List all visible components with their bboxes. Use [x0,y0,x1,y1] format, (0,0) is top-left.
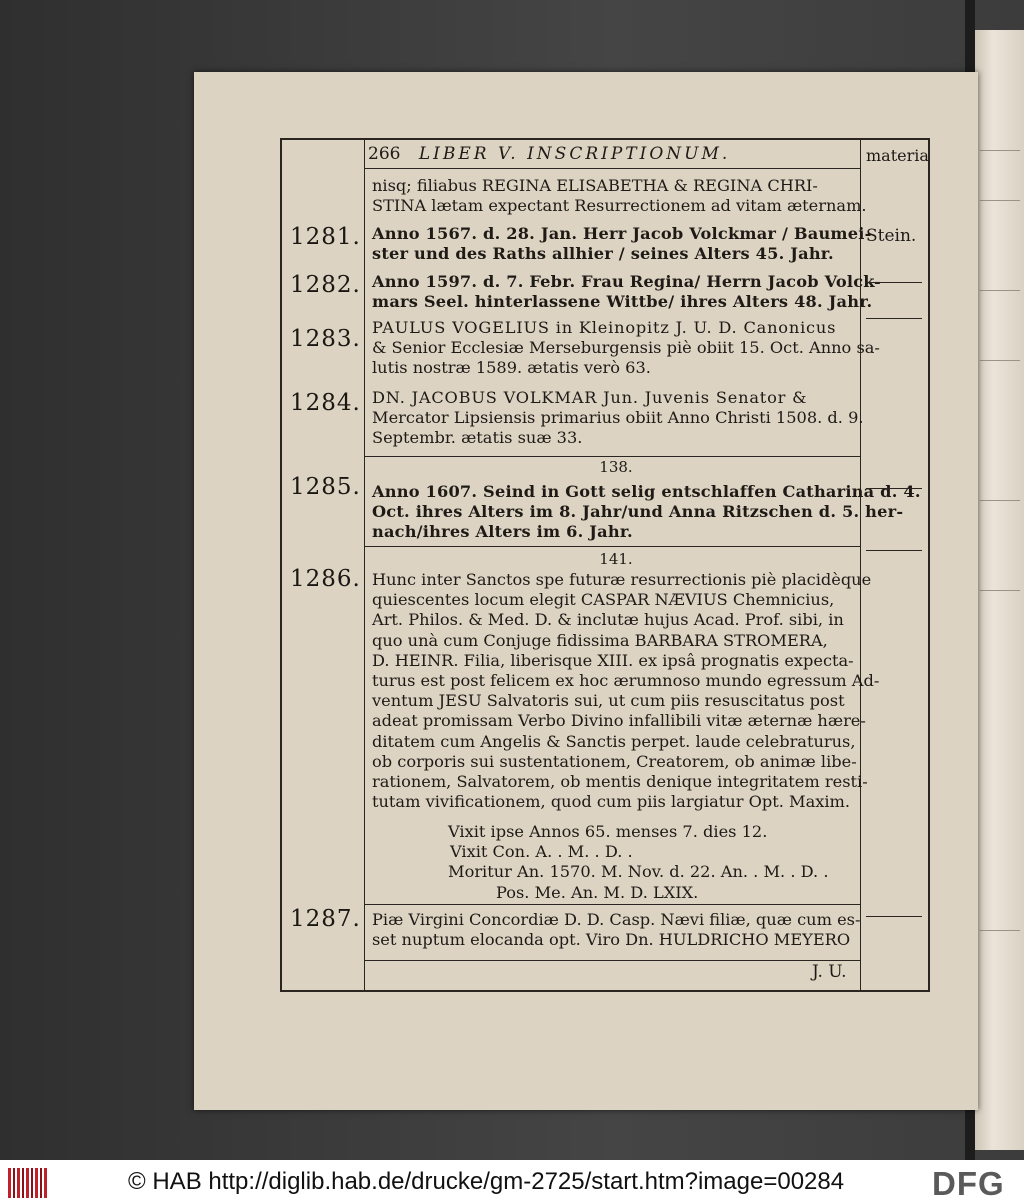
entry-text [372,318,880,379]
rule-after-1284 [364,456,860,457]
entry-number: 1285. [290,474,361,500]
text-line: STINA lætam expectant Resurrectionem ad vitam æternam. [372,196,867,216]
entry-number: 1287. [290,906,361,932]
text-line: PAULUS VOGELIUS in Kleinopitz J. U. D. Canonicus [372,318,837,337]
text-line: Anno 1567. d. 28. Jan. Herr Jacob Volckmar / Baumei- [372,224,872,243]
text-line: Piæ Virgini Concordiæ D. D. Casp. Nævi filiæ, quæ cum es- [372,910,861,929]
text-line: mars Seel. hinterlassene Wittbe/ ihres Alters 48. Jahr. [372,292,873,312]
entry-text [372,482,921,543]
closing-block [448,822,858,903]
material-note: Stein. [866,226,917,246]
text-line: rationem, Salvatorem, ob mentis denique integritatem resti- [372,772,868,792]
facing-page-edge [972,30,1024,1150]
text-line: D. HEINR. Filia, liberisque XIII. ex ipsâ prognatis expecta- [372,650,854,670]
closing-line: Pos. Me. An. M. D. LXIX. [496,882,699,902]
material-dash [866,916,922,917]
text-line: quo unà cum Conjuge fidissima BARBARA STROMERA, [372,630,828,650]
material-column-heading: materia [866,146,929,165]
text-line: nach/ihres Alters im 6. Jahr. [372,522,633,542]
continuation-text [372,176,867,216]
text-line: ventum JESU Salvatoris sui, ut cum piis resuscitatus post [372,691,845,711]
copyright-link[interactable]: © HAB http://diglib.hab.de/drucke/gm-2725/start.htm?image=00284 [128,1168,845,1195]
dfg-logo: DFG [932,1165,1005,1202]
footer-bar [0,1160,1024,1204]
text-line: ster und des Raths allhier / seines Alters 45. Jahr. [372,244,834,264]
running-title: LIBER V. INSCRIPTIONUM. [418,144,731,164]
text-line: Mercator Lipsiensis primarius obiit Anno Christi 1508. d. 9. [372,408,864,428]
material-dash [866,550,922,551]
entry-number: 1281. [290,224,361,250]
top-rule [280,138,930,140]
page-number: 266 [368,144,401,164]
material-dash [866,318,922,319]
page-header [368,144,858,164]
rule-after-1287 [364,960,860,961]
library-barcode-icon [8,1168,48,1198]
text-line: nisq; filiabus REGINA ELISABETHA & REGINA CHRI- [372,176,818,195]
bottom-rule [280,990,930,992]
catchword: J. U. [812,962,847,982]
text-line: Hunc inter Sanctos spe futuræ resurrectionis piè placidèque [372,570,872,589]
number-column-divider [364,138,365,990]
entry-number: 1283. [290,326,361,352]
rule-after-1286 [364,904,860,905]
text-line: turus est post felicem ex hoc ærumnoso mundo egressum Ad- [372,671,880,691]
text-line: Anno 1597. d. 7. Febr. Frau Regina/ Herrn Jacob Volck- [372,272,881,291]
text-line: ob corporis sui sustentationem, Creatorem, ob animæ libe- [372,751,857,771]
text-line: set nuptum elocanda opt. Viro Dn. HULDRICHO MEYERO [372,930,851,950]
closing-line: Moritur An. 1570. M. Nov. d. 22. An. . M. . D. . [448,862,829,882]
reference-number: 138. [599,458,633,476]
text-line: tutam vivificationem, quod cum piis largiatur Opt. Maxim. [372,792,851,812]
material-column-divider [860,138,861,990]
text-line: ditatem cum Angelis & Sanctis perpet. laude celebraturus, [372,731,856,751]
header-rule [364,168,860,169]
text-line: Anno 1607. Seind in Gott selig entschlaffen Catharina d. 4. [372,482,921,501]
entry-number: 1282. [290,272,361,298]
material-dash [866,488,922,489]
entry-number: 1286. [290,566,361,592]
rule-after-1285 [364,546,860,547]
text-line: & Senior Ecclesiæ Merseburgensis piè obiit 15. Oct. Anno sa- [372,338,880,358]
reference-number: 141. [599,550,633,568]
entry-text [372,570,880,812]
entry-text [372,272,881,312]
closing-line: Vixit ipse Annos 65. menses 7. dies 12. [448,822,768,841]
text-line: lutis nostræ 1589. ætatis verò 63. [372,358,651,378]
entry-text [372,388,864,449]
text-line: quiescentes locum elegit CASPAR NÆVIUS Chemnicius, [372,590,835,610]
material-dash [866,282,922,283]
text-line: Septembr. ætatis suæ 33. [372,428,583,448]
entry-text [372,224,872,264]
text-line: Oct. ihres Alters im 8. Jahr/und Anna Ritzschen d. 5. her- [372,502,904,522]
entry-text [372,910,860,950]
text-line: adeat promissam Verbo Divino infallibili vitæ æternæ hære- [372,711,866,731]
entry-number: 1284. [290,390,361,416]
text-line: Art. Philos. & Med. D. & inclutæ hujus Acad. Prof. sibi, in [372,610,844,630]
text-line: DN. JACOBUS VOLKMAR Jun. Juvenis Senator & [372,388,808,407]
closing-line: Vixit Con. A. . M. . D. . [450,842,633,862]
